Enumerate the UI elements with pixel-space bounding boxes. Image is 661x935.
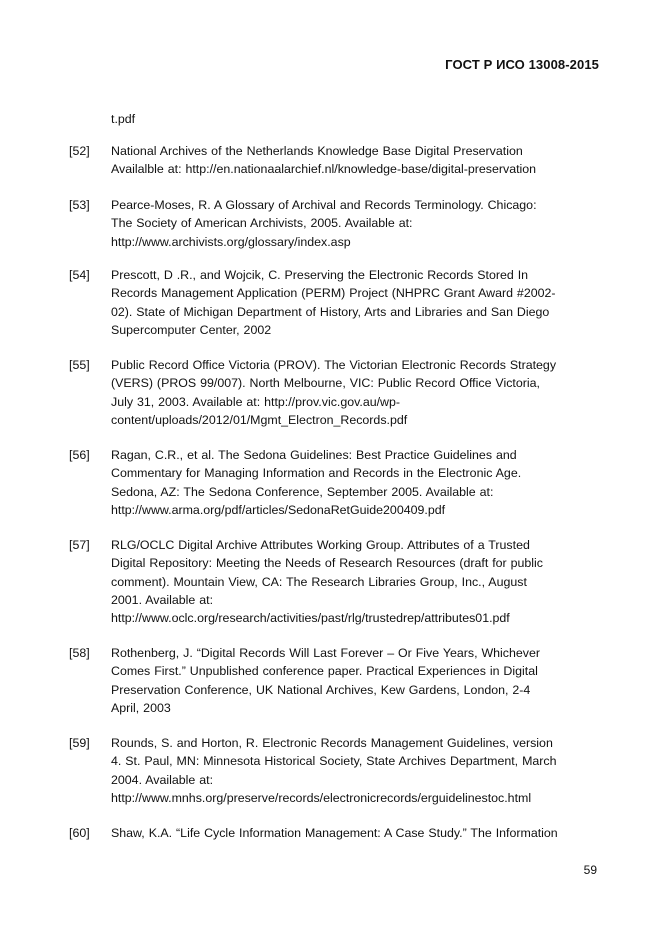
standard-code-header: ГОСТ Р ИСО 13008-2015 [445,57,599,72]
text-line: Comes First.” Unpublished conference paper. Practical Experiences in Digital [111,664,538,679]
text-line: content/uploads/2012/01/Mgmt_Electron_Records.pdf [111,412,408,427]
text-line: 02). State of Michigan Department of History, Arts and Libraries and San Diego [111,304,550,319]
reference-number: [52] [69,144,90,158]
text-line: Ragan, C.R., et al. The Sedona Guidelines: Best Practice Guidelines and [111,448,517,462]
text-line: Availalble at: http://en.nationaalarchief.nl/knowledge-base/digital-preservation [111,162,537,177]
reference-number: [55] [69,358,90,372]
continuation-text [111,110,135,128]
text-line: (VERS) (PROS 99/007). North Melbourne, VIC: Public Record Office Victoria, [111,376,540,391]
text-line: Records Management Application (PERM) Project (NHPRC Grant Award #2002- [111,286,556,301]
reference-text [111,196,591,251]
reference-number: [54] [69,268,90,282]
reference-text [111,266,591,339]
text-line: Prescott, D .R., and Wojcik, C. Preserving the Electronic Records Stored In [111,268,529,282]
text-line: Pearce-Moses, R. A Glossary of Archival and Records Terminology. Chicago: [111,198,537,212]
reference-text [111,536,591,627]
text-line: Supercomputer Center, 2002 [111,322,272,337]
reference-text [111,734,591,807]
reference-text [111,356,591,429]
text-line: 4. St. Paul, MN: Minnesota Historical Society, State Archives Department, March [111,754,557,769]
reference-number: [53] [69,198,90,212]
text-line: Shaw, K.A. “Life Cycle Information Management: A Case Study.” The Information [111,826,558,840]
text-line: July 31, 2003. Available at: http://prov.vic.gov.au/wp- [111,394,401,409]
text-line: Rounds, S. and Horton, R. Electronic Records Management Guidelines, version [111,736,553,750]
text-line: http://www.mnhs.org/preserve/records/electronicrecords/erguidelinestoc.html [111,790,532,805]
reference-number: [60] [69,826,90,840]
page-number: 59 [583,863,597,877]
text-line: Public Record Office Victoria (PROV). The Victorian Electronic Records Strategy [111,358,557,372]
text-line: National Archives of the Netherlands Knowledge Base Digital Preservation [111,144,523,158]
reference-number: [56] [69,448,90,462]
text-line: http://www.arma.org/pdf/articles/SedonaRetGuide200409.pdf [111,502,446,517]
text-line: RLG/OCLC Digital Archive Attributes Working Group. Attributes of a Trusted [111,538,530,552]
reference-number: [59] [69,736,90,750]
text-line: The Society of American Archivists, 2005. Available at: [111,216,413,231]
text-line: t.pdf [111,112,136,126]
text-line: April, 2003 [111,700,171,715]
reference-text [111,644,591,717]
text-line: http://www.oclc.org/research/activities/past/rlg/trustedrep/attributes01.pdf [111,611,510,626]
text-line: Preservation Conference, UK National Archives, Kew Gardens, London, 2-4 [111,682,531,697]
reference-number: [57] [69,538,90,552]
text-line: Sedona, AZ: The Sedona Conference, September 2005. Available at: [111,484,494,499]
reference-text [111,446,591,519]
reference-text [111,824,591,842]
text-line: 2004. Available at: [111,772,214,787]
text-line: Digital Repository: Meeting the Needs of Research Resources (draft for public [111,556,543,571]
text-line: Commentary for Managing Information and Records in the Electronic Age. [111,466,522,481]
text-line: comment). Mountain View, CA: The Research Libraries Group, Inc., August [111,574,527,589]
reference-text [111,142,591,179]
reference-number: [58] [69,646,90,660]
text-line: 2001. Available at: [111,592,214,607]
text-line: http://www.archivists.org/glossary/index.asp [111,234,351,249]
text-line: Rothenberg, J. “Digital Records Will Last Forever – Or Five Years, Whichever [111,646,541,660]
